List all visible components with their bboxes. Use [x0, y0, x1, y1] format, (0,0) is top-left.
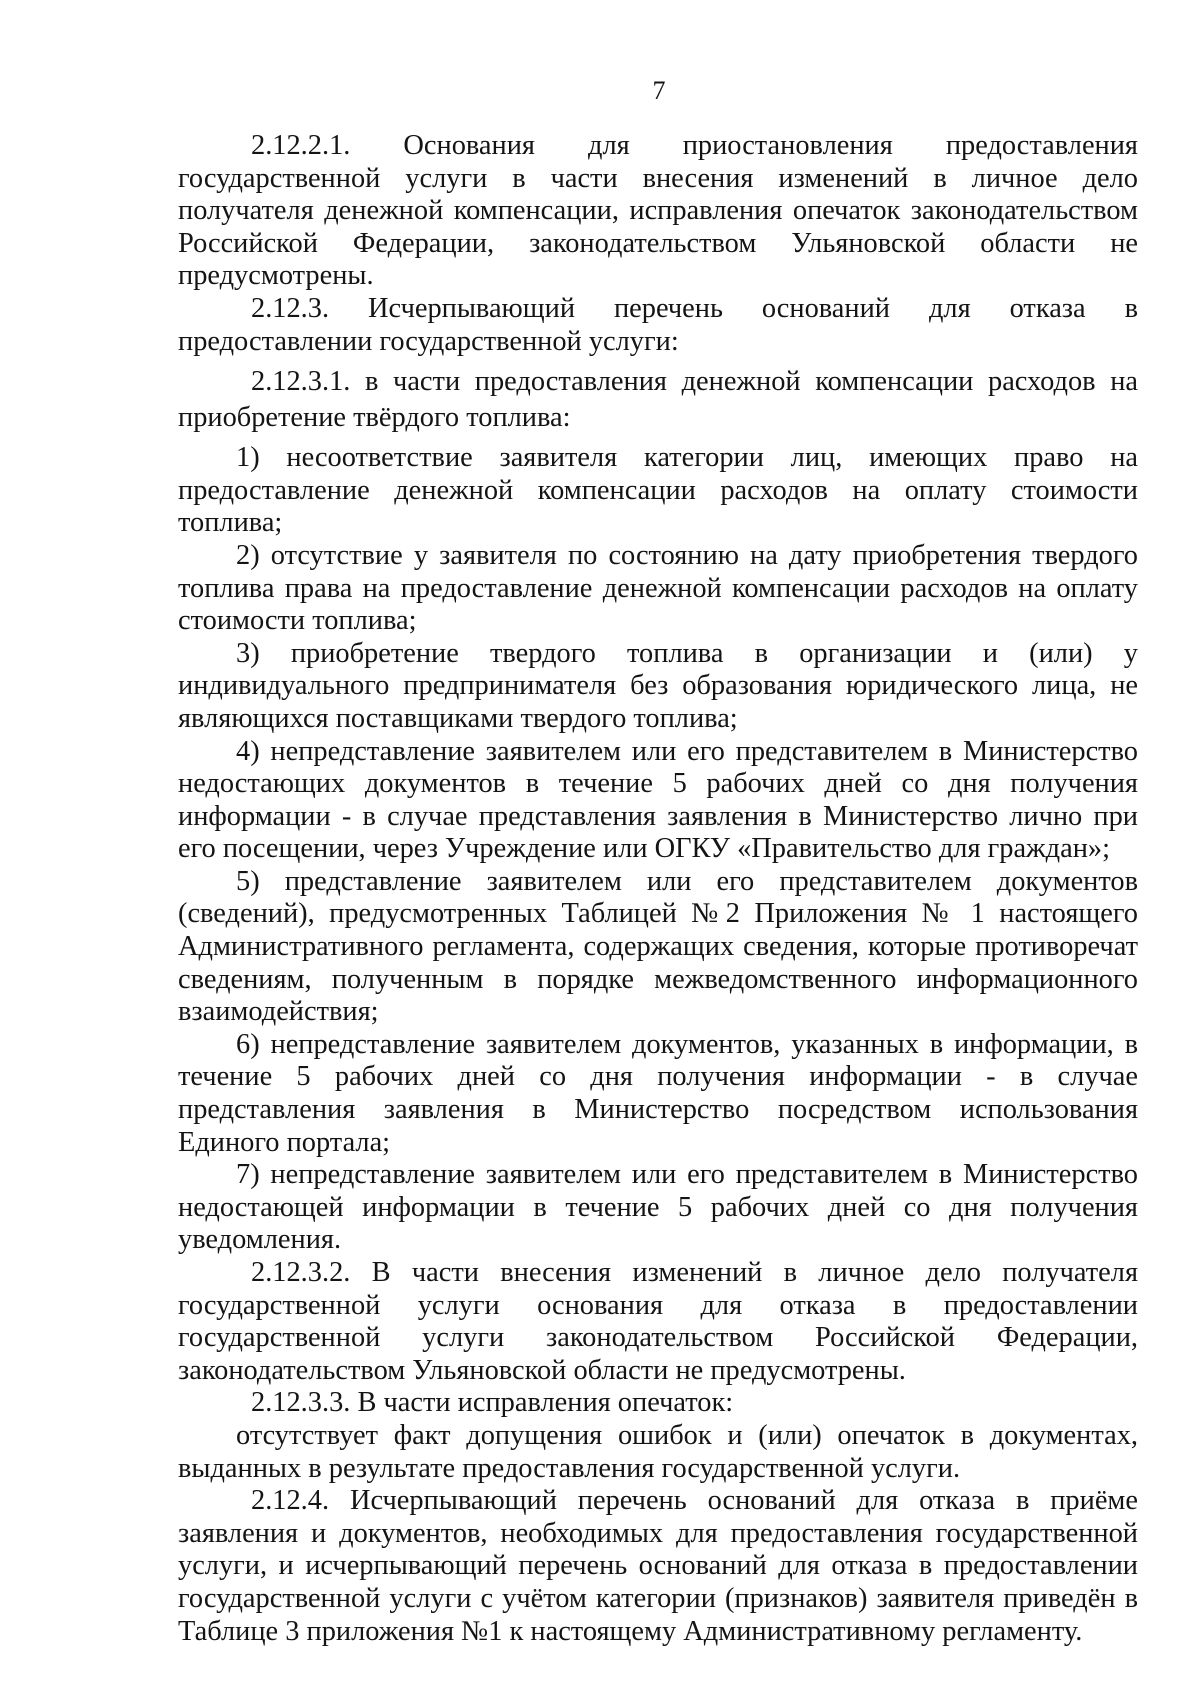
document-body	[178, 130, 1138, 1648]
paragraph-2-12-3-1: 2.12.3.1. в части предоставления денежной компенсации расходов на приобретение твёрдого топлива:	[178, 366, 1138, 434]
page-number: 7	[652, 76, 666, 105]
list-item-4: 4) непредставление заявителем или его представителем в Министерство недостающих документов в течение 5 рабочих дней со дня получения информации - в случае представления заявления в Министерство лично при его посещении, через Учреждение или ОГКУ «Правительство для граждан»;	[178, 735, 1138, 865]
list-item-2: 2) отсутствие у заявителя по состоянию на дату приобретения твердого топлива права на предоставление денежной компенсации расходов на оплату стоимости топлива;	[178, 539, 1138, 637]
paragraph-2-12-4: 2.12.4. Исчерпывающий перечень оснований для отказа в приёме заявления и документов, необходимых для предоставления государственной услуги, и исчерпывающий перечень оснований для отказа в предоставлении государственной услуги с учётом категории (признаков) заявителя приведён в Таблице 3 приложения №1 к настоящему Административному регламенту.	[178, 1485, 1138, 1647]
paragraph-2-12-2-1: 2.12.2.1. Основания для приостановления предоставления государственной услуги в части внесения изменений в личное дело получателя денежной компенсации, исправления опечаток законодательством Российской Федерации, законодательством Ульяновской области не предусмотрены.	[178, 130, 1138, 292]
paragraph-2-12-3-2: 2.12.3.2. В части внесения изменений в личное дело получателя государственной услуги основания для отказа в предоставлении государственной услуги законодательством Российской Федерации, законодательством Ульяновской области не предусмотрены.	[178, 1257, 1138, 1386]
paragraph-2-12-3-3: 2.12.3.3. В части исправления опечаток:	[251, 1387, 734, 1419]
list-item-3: 3) приобретение твердого топлива в организации и (или) у индивидуального предпринимателя без образования юридического лица, не являющихся поставщиками твердого топлива;	[178, 637, 1138, 734]
paragraph-typos-condition: отсутствует факт допущения ошибок и (или) опечаток в документах, выданных в результате предоставления государственной услуги.	[178, 1419, 1138, 1484]
list-item-6: 6) непредставление заявителем документов, указанных в информации, в течение 5 рабочих дней со дня получения информации - в случае представления заявления в Министерство посредством использования Единого портала;	[178, 1028, 1138, 1158]
paragraph-2-12-3: 2.12.3. Исчерпывающий перечень оснований для отказа в предоставлении государственной услуги:	[178, 292, 1138, 357]
list-item-5: 5) представление заявителем или его представителем документов (сведений), предусмотренных Таблицей №2 Приложения № 1 настоящего Административного регламента, содержащих сведения, которые противоречат сведениям, полученным в порядке межведомственного информационного взаимодействия;	[178, 865, 1138, 1028]
list-item-7: 7) непредставление заявителем или его представителем в Министерство недостающей информации в течение 5 рабочих дней со дня получения уведомления.	[178, 1159, 1138, 1256]
list-item-1: 1) несоответствие заявителя категории лиц, имеющих право на предоставление денежной компенсации расходов на оплату стоимости топлива;	[178, 442, 1138, 539]
